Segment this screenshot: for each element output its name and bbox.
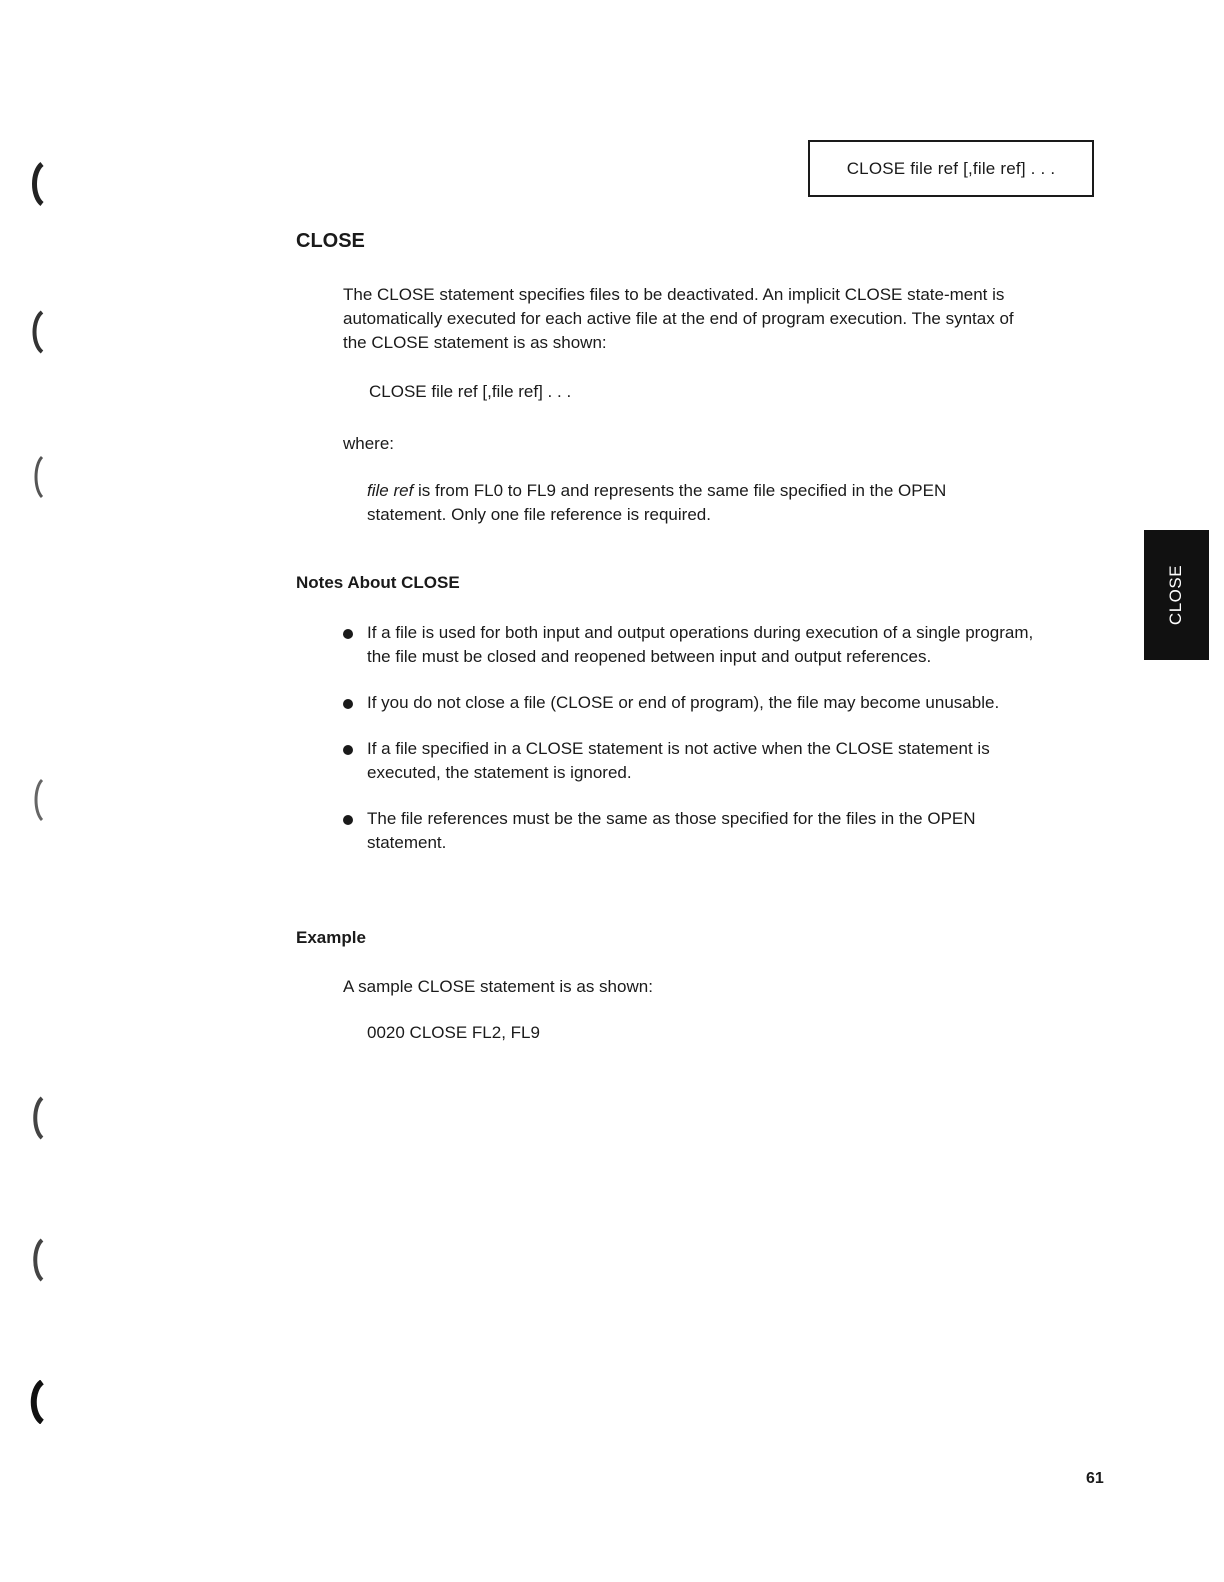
bullet-icon bbox=[343, 745, 353, 755]
list-item bbox=[343, 691, 1043, 715]
binder-hole-mark bbox=[30, 310, 44, 354]
intro-paragraph: The CLOSE statement specifies files to be deactivated. An implicit CLOSE state-ment is automatically executed for each active file at the end of program execution. The syntax of the CLOSE statement is as shown: bbox=[343, 285, 1014, 352]
where-label: where: bbox=[343, 434, 395, 453]
list-item bbox=[343, 737, 1043, 785]
binder-hole-mark bbox=[30, 778, 44, 822]
bullet-icon bbox=[343, 629, 353, 639]
syntax-line: CLOSE file ref [,file ref] . . . bbox=[369, 382, 572, 401]
binder-hole-mark bbox=[30, 1238, 44, 1282]
syntax-box-text: CLOSE file ref [,file ref] . . . bbox=[846, 158, 1056, 178]
note-text: If a file specified in a CLOSE statement is not active when the CLOSE statement is executed, the statement is ignored. bbox=[367, 739, 990, 782]
bullet-icon bbox=[343, 815, 353, 825]
list-item bbox=[343, 621, 1043, 669]
note-text: If you do not close a file (CLOSE or end of program), the file may become unusable. bbox=[367, 693, 1000, 712]
page-number: 61 bbox=[1086, 1470, 1104, 1487]
section-tab bbox=[1144, 530, 1209, 660]
notes-list bbox=[343, 621, 1043, 877]
example-code: 0020 CLOSE FL2, FL9 bbox=[367, 1023, 540, 1042]
file-ref-term: file ref bbox=[367, 481, 414, 500]
binder-hole-mark bbox=[30, 455, 44, 499]
bullet-icon bbox=[343, 699, 353, 709]
binder-hole-mark bbox=[30, 1380, 44, 1424]
binder-hole-mark bbox=[30, 162, 44, 206]
example-intro: A sample CLOSE statement is as shown: bbox=[343, 977, 653, 996]
binder-hole-mark bbox=[30, 1096, 44, 1140]
list-item bbox=[343, 807, 1043, 855]
file-ref-definition bbox=[367, 479, 1027, 527]
note-text: If a file is used for both input and output operations during execution of a single program, the file must be closed and reopened between input and output references. bbox=[367, 623, 1034, 666]
note-text: The file references must be the same as those specified for the files in the OPEN statement. bbox=[367, 809, 976, 852]
syntax-box bbox=[808, 140, 1094, 197]
page-title: CLOSE bbox=[296, 230, 365, 252]
example-heading: Example bbox=[296, 928, 366, 947]
notes-heading: Notes About CLOSE bbox=[296, 573, 460, 592]
section-tab-label: CLOSE bbox=[1166, 564, 1186, 626]
file-ref-text: is from FL0 to FL9 and represents the same file specified in the OPEN statement. Only one file reference is required. bbox=[367, 481, 947, 524]
